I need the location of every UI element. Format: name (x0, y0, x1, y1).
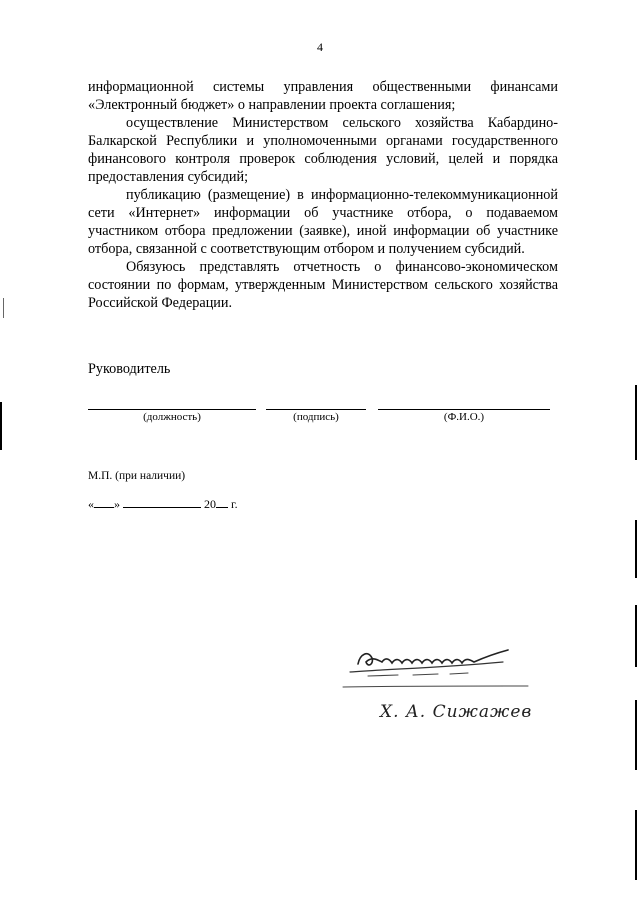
paragraph-3: публикацию (размещение) в информационно-телекоммуникационной сети «Интернет» информации об участнике отбора, о подаваемом участником отбора предложении (заявке), иной информации об участнике отбора, связанной с соответствующим отбором и получением субсидий. (88, 187, 558, 257)
year-suffix: г. (228, 497, 238, 511)
month-blank (123, 497, 201, 508)
scan-edge-mark-right-4 (635, 700, 637, 770)
handwritten-name: Х. А. Сижажев (380, 702, 533, 722)
paragraph-1: информационной системы управления общественными финансами «Электронный бюджет» о направлении проекта соглашения; (88, 79, 558, 113)
document-body (88, 78, 558, 312)
signature-caption: (подпись) (293, 411, 339, 423)
position-line (88, 409, 256, 410)
paragraph-4: Обязуюсь представлять отчетность о финансово-экономическом состоянии по формам, утвержденным Министерством сельского хозяйства Российской Федерации. (88, 259, 558, 311)
scan-edge-mark-left (0, 402, 2, 450)
scan-edge-mark-right-5 (635, 810, 637, 880)
stamp-note: М.П. (при наличии) (88, 470, 186, 482)
signatory-title: Руководитель (88, 361, 171, 377)
paragraph-2: осуществление Министерством сельского хозяйства Кабардино-Балкарской Республики и уполномоченными органами государственного финансового контроля проверок соблюдения условий, целей и порядка предоставления субсидий; (88, 115, 558, 185)
date-close-quote: » (114, 497, 120, 511)
day-blank (94, 497, 114, 508)
scan-edge-mark-right-1 (635, 385, 637, 460)
handwritten-signature (338, 616, 538, 696)
year-blank (216, 497, 228, 508)
scan-edge-mark-right-2 (635, 520, 637, 578)
page-number: 4 (317, 40, 323, 54)
date-open-quote: « (88, 497, 94, 511)
scan-edge-mark-left-small (3, 298, 4, 318)
signature-lines (0, 397, 640, 427)
signature-line (266, 409, 366, 410)
date-line (88, 497, 238, 512)
year-prefix: 20 (204, 497, 216, 511)
position-caption: (должность) (143, 411, 201, 423)
fio-line (378, 409, 550, 410)
scan-edge-mark-right-3 (635, 605, 637, 667)
fio-caption: (Ф.И.О.) (443, 411, 485, 423)
